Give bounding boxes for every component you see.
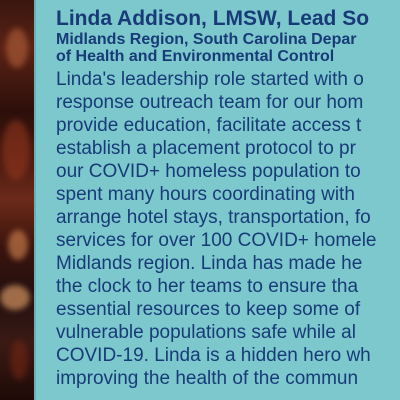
bio-line: Midlands region. Linda has made he xyxy=(56,253,363,274)
bio-line: services for over 100 COVID+ homele xyxy=(56,230,377,251)
bio-line: response outreach team for our hom xyxy=(56,92,364,113)
profile-bio xyxy=(56,68,400,390)
bio-line: Linda's leadership role started with o xyxy=(56,69,364,90)
photo-highlight xyxy=(6,28,28,68)
bio-line: arrange hotel stays, transportation, fo xyxy=(56,207,371,228)
photo-highlight xyxy=(8,230,28,260)
photo-highlight xyxy=(0,285,30,310)
organization-line: Midlands Region, South Carolina Depar xyxy=(56,31,357,48)
bio-line: COVID-19. Linda is a hidden hero wh xyxy=(56,345,371,366)
profile-photo xyxy=(0,0,34,400)
bio-line: improving the health of the commun xyxy=(56,368,359,389)
profile-name: Linda Addison, LMSW, Lead So xyxy=(56,7,370,30)
profile-card xyxy=(34,0,400,400)
profile-organization xyxy=(56,31,400,65)
bio-line: spent many hours coordinating with xyxy=(56,184,355,205)
bio-line: establish a placement protocol to pr xyxy=(56,138,356,159)
profile-content xyxy=(56,6,400,390)
bio-line: provide education, facilitate access t xyxy=(56,115,362,136)
bio-line: essential resources to keep some of xyxy=(56,299,361,320)
organization-line: of Health and Environmental Control xyxy=(56,48,335,65)
bio-line: our COVID+ homeless population to xyxy=(56,161,361,182)
photo-highlight xyxy=(10,340,28,380)
bio-line: the clock to her teams to ensure tha xyxy=(56,276,359,297)
bio-line: vulnerable populations safe while al xyxy=(56,322,356,343)
photo-highlight xyxy=(2,120,30,180)
